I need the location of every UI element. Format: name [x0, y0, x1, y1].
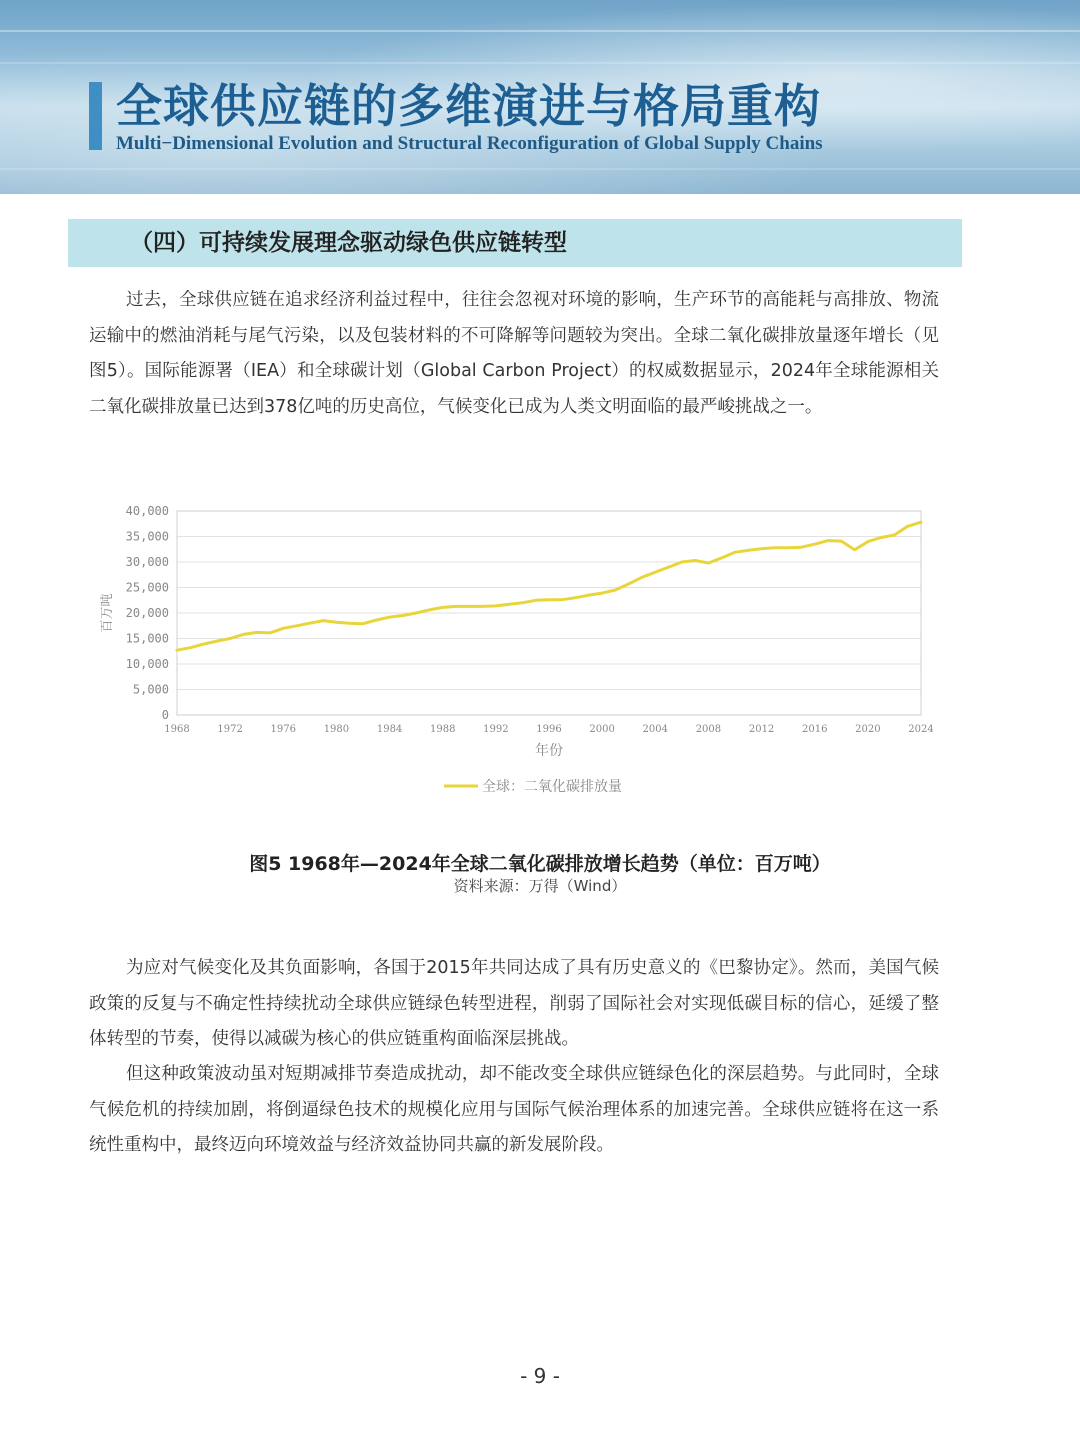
series-line-global-co2	[177, 522, 921, 650]
data-point	[322, 619, 324, 621]
y-tick-label: 5,000	[132, 682, 169, 697]
title-accent-bar	[89, 82, 102, 150]
data-point	[442, 606, 444, 608]
data-point	[641, 576, 643, 578]
banner-wave	[0, 62, 1080, 64]
body-paragraph-3: 但这种政策波动虽对短期减排节奏造成扰动，却不能改变全球供应链绿色化的深层趋势。与此同时，全球气候危机的持续加剧，将倒逼绿色技术的规模化应用与国际气候治理体系的加速完善。全球供应链将在这一系统性重构中，最终迈向环境效益与经济效益协同共赢的新发展阶段。	[89, 1064, 939, 1155]
data-point	[495, 605, 497, 607]
y-tick-label: 25,000	[125, 580, 169, 595]
data-point	[667, 566, 669, 568]
figure-caption: 图5 1968年—2024年全球二氧化碳排放增长趋势（单位：百万吨）	[249, 853, 831, 875]
data-point	[521, 602, 523, 604]
x-tick-label: 1968	[164, 724, 190, 735]
data-point	[309, 622, 311, 624]
data-point	[734, 551, 736, 553]
data-point	[216, 640, 218, 642]
data-point	[269, 632, 271, 634]
data-point	[256, 631, 258, 633]
figure-source: 资料来源：万得（Wind）	[453, 877, 627, 895]
data-point	[654, 571, 656, 573]
data-point	[574, 597, 576, 599]
x-tick-label: 2016	[801, 724, 828, 735]
y-tick-label: 15,000	[125, 631, 169, 646]
legend-label: 全球：二氧化碳排放量	[482, 779, 622, 795]
data-point	[335, 621, 337, 623]
data-point	[747, 549, 749, 551]
x-tick-label: 1996	[536, 724, 562, 735]
data-point	[787, 547, 789, 549]
data-point	[774, 547, 776, 549]
data-point	[681, 561, 683, 563]
data-point	[388, 616, 390, 618]
section-heading-box	[68, 219, 962, 267]
x-tick-label: 1980	[323, 724, 350, 735]
data-point	[176, 649, 178, 651]
data-point	[468, 605, 470, 607]
x-tick-label: 2004	[642, 724, 669, 735]
y-tick-label: 10,000	[125, 657, 169, 671]
data-point	[814, 543, 816, 545]
data-point	[721, 557, 723, 559]
y-axis-ticks	[126, 504, 169, 722]
data-point	[375, 619, 377, 621]
x-tick-label: 2024	[908, 724, 934, 735]
y-tick-label: 20,000	[125, 606, 169, 620]
data-point	[827, 539, 829, 541]
data-point	[893, 534, 895, 536]
body-paragraph-1: 过去，全球供应链在追求经济利益过程中，往往会忽视对环境的影响，生产环节的高能耗与高排放、物流运输中的燃油消耗与尾气污染，以及包装材料的不可降解等问题较为突出。全球二氧化碳排放量逐年增长（见图5）。国际能源署（IEA）和全球碳计划（Global Carbon Project）的权威数据显示，2024年全球能源相关二氧化碳排放量已达到378亿吨的历史高位，气候变化已成为人类文明面临的最严峻挑战之一。	[89, 290, 939, 417]
data-point	[588, 594, 590, 596]
data-point	[907, 525, 909, 527]
series-points	[176, 521, 922, 651]
banner-wave	[0, 30, 1080, 32]
chapter-title-english: Multi−Dimensional Evolution and Structural Reconfiguration of Global Supply Chains	[116, 133, 823, 154]
x-tick-label: 1992	[483, 724, 509, 735]
data-point	[614, 589, 616, 591]
data-point	[455, 605, 457, 607]
data-point	[561, 599, 563, 601]
x-tick-label: 1972	[217, 724, 243, 735]
data-point	[428, 609, 430, 611]
body-paragraph-2: 为应对气候变化及其负面影响，各国于2015年共同达成了具有历史意义的《巴黎协定》。然而，美国气候政策的反复与不确定性持续扰动全球供应链绿色转型进程，削弱了国际社会对实现低碳目标的信心，延缓了整体转型的节奏，使得以减碳为核心的供应链重构面临深层挑战。	[89, 958, 939, 1049]
x-tick-label: 2000	[589, 724, 615, 735]
data-point	[880, 536, 882, 538]
header-banner	[0, 0, 1080, 194]
data-point	[202, 643, 204, 645]
y-tick-label: 35,000	[125, 529, 169, 544]
data-point	[628, 583, 630, 585]
x-axis-ticks	[164, 724, 933, 735]
x-tick-label: 2012	[748, 724, 775, 735]
x-axis-label: 年份	[535, 743, 563, 759]
x-tick-label: 1984	[376, 724, 403, 735]
data-point	[694, 559, 696, 561]
data-point	[601, 592, 603, 594]
data-point	[535, 599, 537, 601]
data-point	[760, 548, 762, 550]
page-number: - 9 -	[520, 1364, 560, 1388]
data-point	[840, 540, 842, 542]
data-point	[229, 637, 231, 639]
x-tick-label: 2020	[855, 724, 881, 735]
data-point	[853, 549, 855, 551]
chart-svg	[96, 497, 936, 802]
data-point	[920, 521, 922, 523]
data-point	[362, 623, 364, 625]
data-point	[242, 633, 244, 635]
banner-wave	[0, 168, 1080, 170]
data-point	[707, 562, 709, 564]
data-point	[508, 603, 510, 605]
data-point	[189, 646, 191, 648]
y-tick-label: 40,000	[125, 504, 169, 518]
data-point	[867, 540, 869, 542]
data-point	[415, 612, 417, 614]
chapter-title: 全球供应链的多维演进与格局重构	[116, 79, 821, 133]
data-point	[402, 614, 404, 616]
y-tick-label: 0	[161, 708, 169, 722]
data-point	[282, 627, 284, 629]
data-point	[800, 546, 802, 548]
data-point	[481, 605, 483, 607]
y-axis-label: 百万吨	[100, 593, 115, 633]
x-tick-label: 1988	[429, 724, 456, 735]
data-point	[548, 599, 550, 601]
x-tick-label: 2008	[695, 724, 722, 735]
x-tick-label: 1976	[270, 724, 297, 735]
section-heading: （四）可持续发展理念驱动绿色供应链转型	[130, 230, 567, 256]
emissions-chart	[96, 497, 936, 802]
data-point	[349, 622, 351, 624]
data-point	[295, 625, 297, 627]
chart-grid	[177, 511, 921, 715]
y-tick-label: 30,000	[125, 555, 169, 569]
